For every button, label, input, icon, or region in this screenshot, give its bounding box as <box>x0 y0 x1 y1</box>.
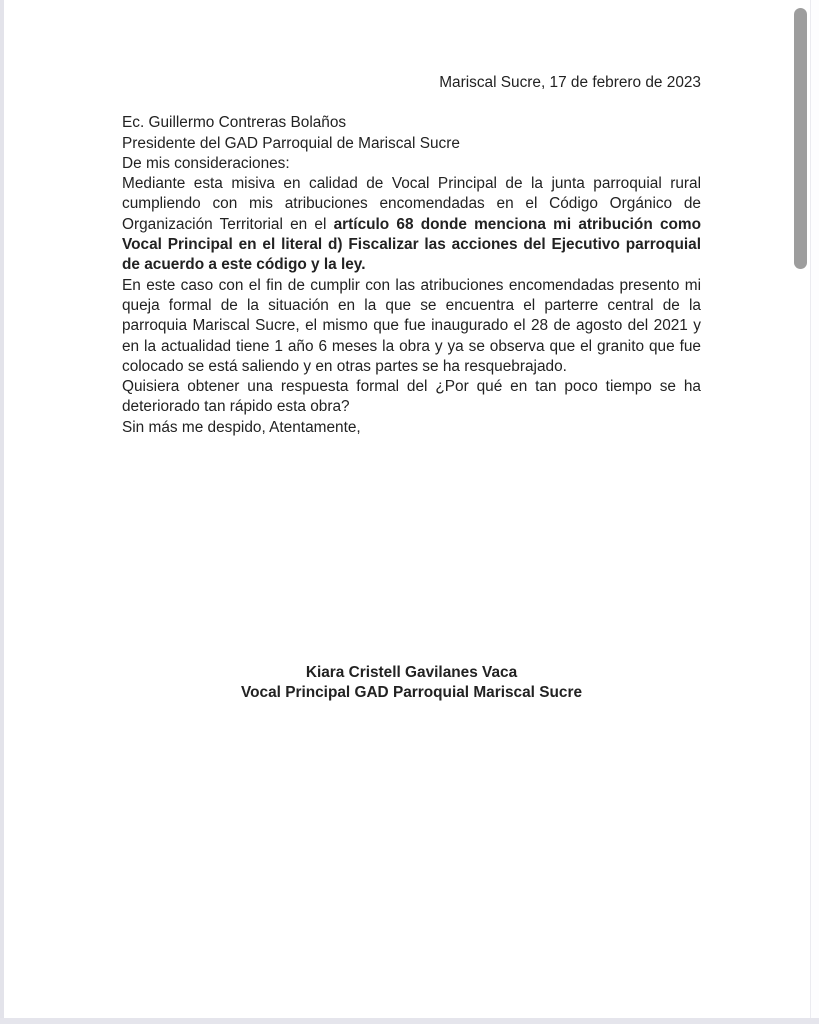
date-line: Mariscal Sucre, 17 de febrero de 2023 <box>439 74 701 91</box>
scrollbar-track[interactable] <box>810 0 819 1024</box>
body-paragraph-2: En este caso con el fin de cumplir con las atribuciones encomendadas presento mi queja formal de la situación en la que se encuentra el parterre central de la parroquia Mariscal Sucre, el mismo que fue inaugurado el 28 de agosto del 2021 y en la actualidad tiene 1 año 6 meses la obra y ya se observa que el granito que fue colocado se está saliendo y en otras partes se ha resquebrajado. <box>122 276 701 375</box>
body-paragraph-1 <box>122 174 701 275</box>
recipient-title: Presidente del GAD Parroquial de Mariscal Sucre <box>122 134 460 152</box>
paragraph-1-normal-text: Mediante esta misiva en calidad de Vocal Principal de la junta parroquial rural cumpliendo con mis atribuciones encomendadas en el Código Orgánico de Organización Territorial en el <box>122 175 701 233</box>
signature-title: Vocal Principal GAD Parroquial Mariscal Sucre <box>241 684 582 702</box>
salutation: De mis consideraciones: <box>122 154 290 172</box>
scrollbar-thumb[interactable] <box>794 8 807 269</box>
letter-page <box>122 73 701 704</box>
recipient-name: Ec. Guillermo Contreras Bolaños <box>122 114 347 132</box>
signature-name: Kiara Cristell Gavilanes Vaca <box>305 664 518 682</box>
paragraph-1-bold-text: artículo 68 donde menciona mi atribución como Vocal Principal en el literal d) Fiscalizar las acciones del Ejecutivo parroquial de acuerdo a este código y la ley. <box>122 215 701 274</box>
signature-block <box>122 663 701 704</box>
recipient-block <box>122 113 701 154</box>
bottom-edge-strip <box>0 1018 819 1024</box>
closing-line: Sin más me despido, Atentamente, <box>122 418 361 436</box>
left-edge-strip <box>0 0 4 1024</box>
body-paragraph-3: Quisiera obtener una respuesta formal del ¿Por qué en tan poco tiempo se ha deteriorado tan rápido esta obra? <box>122 378 701 416</box>
